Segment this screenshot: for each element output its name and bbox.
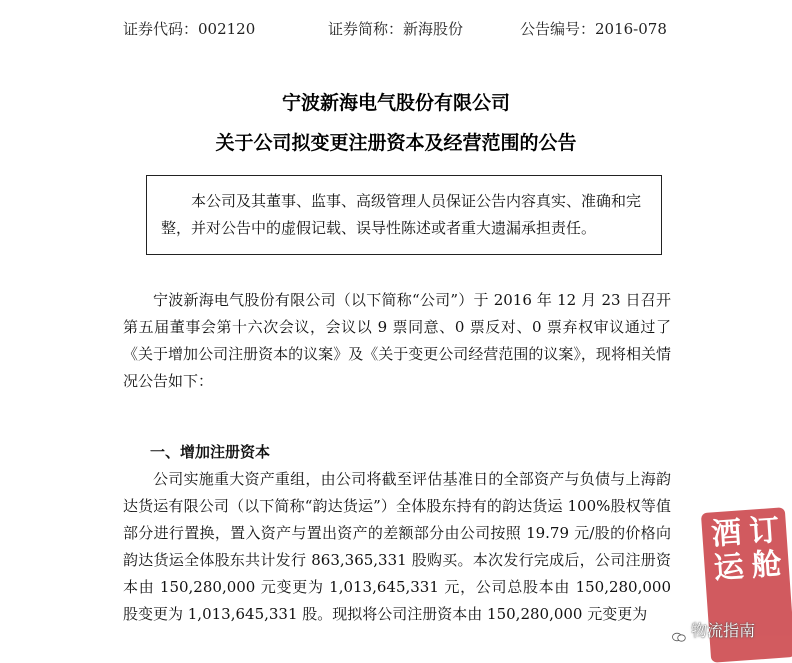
red-seal-stamp: 订 舱 酒 运 xyxy=(701,507,792,662)
wechat-icon xyxy=(672,627,686,637)
section-text: 公司实施重大资产重组，由公司将截至评估基准日的全部资产与负债与上海韵达货运有限公司（以下简称“韵达货运”）全体股东持有的韵达货运 100%股权等值部分进行置换，置入资产与置出资产的差额部分由公司按照 19.79 元/股的价格向韵达货运全体股东共计发行 863,365,331 股购买。本次发行完成后，公司注册资本由 150,280,000 元变更为 1,013,645,331 元，公司总股本由 150,280,000 股变更为 1,013,645,331 股。现拟将公司注册资本由 150,280,000 元变更为 xyxy=(123,470,671,623)
disclaimer-box xyxy=(146,175,662,255)
announcement-title: 关于公司拟变更注册资本及经营范围的公告 xyxy=(215,132,577,154)
security-code: 证券代码：002120 xyxy=(123,20,256,38)
watermark-text: 物流指南 xyxy=(691,621,756,640)
company-title: 宁波新海电气股份有限公司 xyxy=(281,92,510,114)
intro-text: 宁波新海电气股份有限公司（以下简称“公司”）于 2016 年 12 月 23 日召开第五届董事会第十六次会议，会议以 9 票同意、0 票反对、0 票弃权审议通过了《关于增加公司注册资本的议案》及《关于变更公司经营范围的议案》，现将相关情况公告如下： xyxy=(123,291,671,390)
intro-paragraph xyxy=(123,287,671,395)
watermark xyxy=(672,618,755,641)
announcement-header xyxy=(123,18,732,40)
announcement-number: 公告编号：2016-078 xyxy=(520,20,667,38)
security-name: 证券简称：新海股份 xyxy=(328,20,464,38)
disclaimer-text: 本公司及其董事、监事、高级管理人员保证公告内容真实、准确和完整，并对公告中的虚假记载、误导性陈述或者重大遗漏承担责任。 xyxy=(161,192,642,237)
section-heading: 一、增加注册资本 xyxy=(150,443,271,461)
section-paragraph xyxy=(123,466,671,628)
